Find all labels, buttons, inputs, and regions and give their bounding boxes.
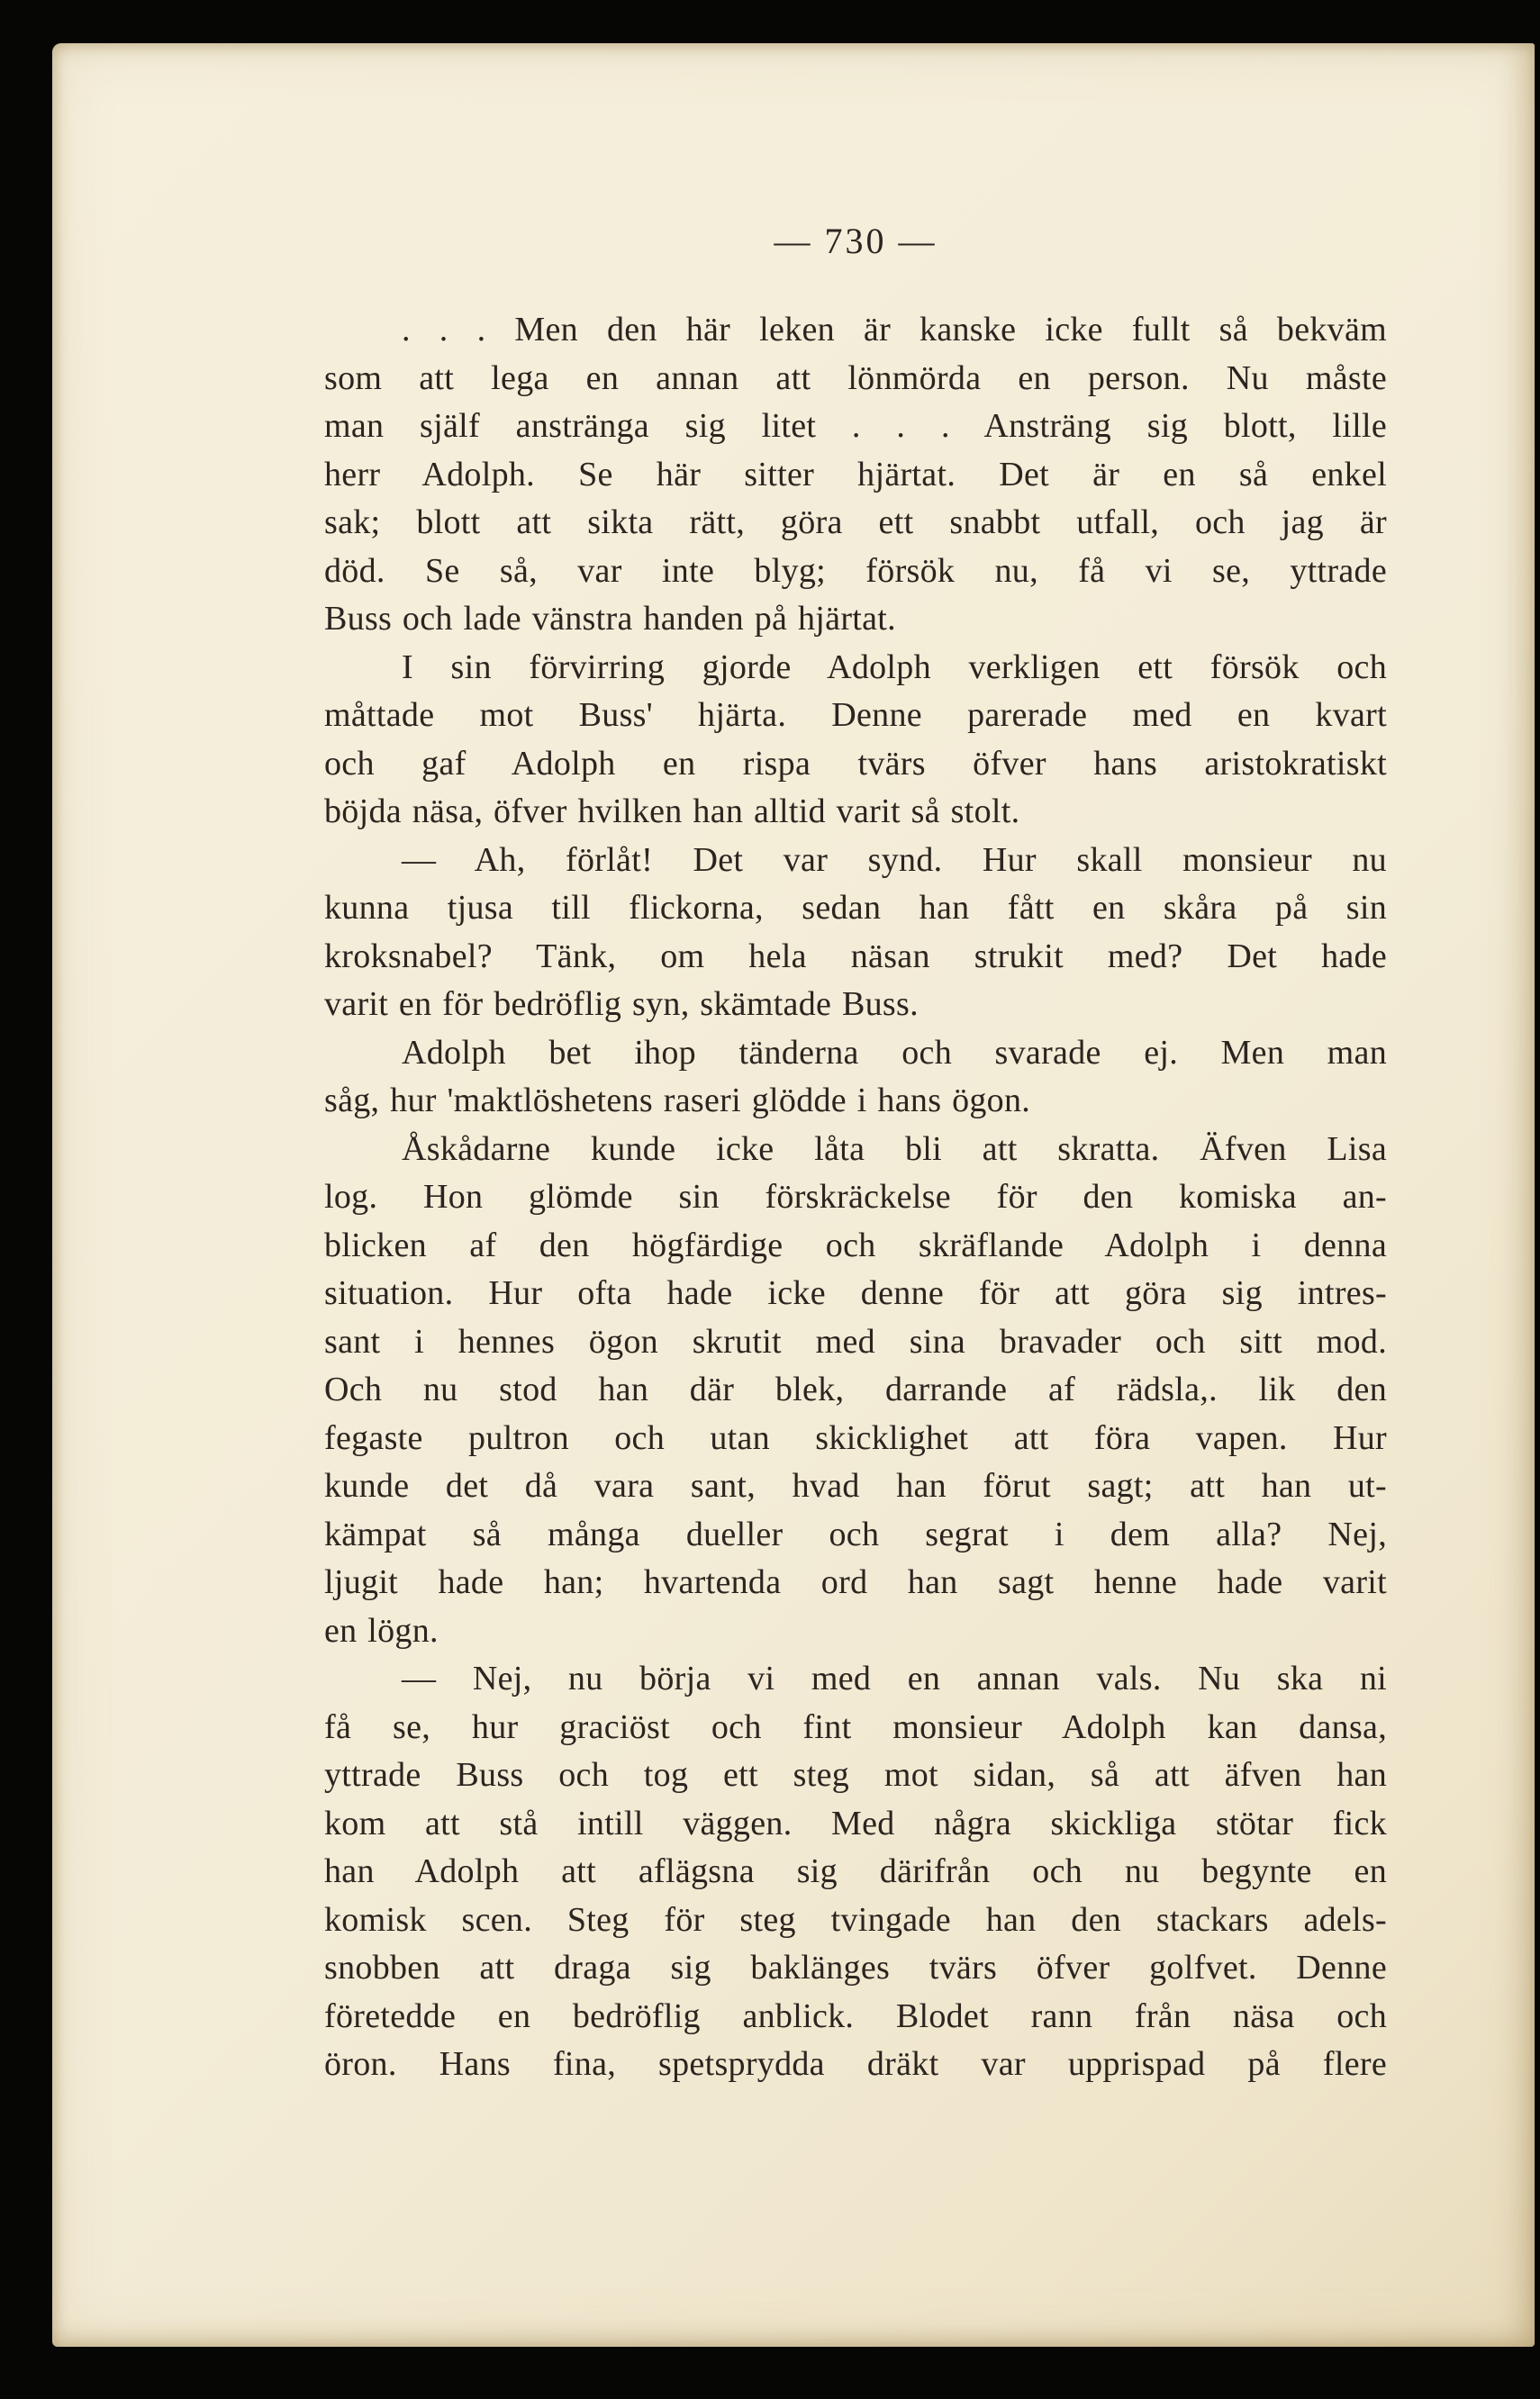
text-line: herr Adolph. Se här sitter hjärtat. Det är en så enkel (324, 455, 1387, 493)
paragraph (324, 1655, 1387, 2089)
text-line: man själf anstränga sig litet . . . Ansträng sig blott, lille (324, 407, 1387, 445)
paragraph (324, 1029, 1387, 1126)
text-line: kämpat så många dueller och segrat i dem alla? Nej, (324, 1515, 1387, 1553)
text-line: måttade mot Buss' hjärta. Denne parerade med en kvart (324, 696, 1387, 734)
text-line: Och nu stod han där blek, darrande af rädsla,. lik den (324, 1371, 1387, 1408)
text-line: kroksnabel? Tänk, om hela näsan strukit med? Det hade (324, 937, 1387, 975)
text-line: böjda näsa, öfver hvilken han alltid varit så stolt. (324, 792, 1020, 830)
text-line: död. Se så, var inte blyg; försök nu, få vi se, yttrade (324, 551, 1387, 590)
text-line: Adolph bet ihop tänderna och svarade ej. Men man (402, 1033, 1387, 1072)
text-line: han Adolph att aflägsna sig därifrån och nu begynte en (324, 1852, 1387, 1890)
text-line: Åskådarne kunde icke låta bli att skratta. Äfven Lisa (402, 1129, 1387, 1168)
text-line: öron. Hans fina, spetsprydda dräkt var upprispad på flere (324, 2045, 1387, 2083)
text-line: och gaf Adolph en rispa tvärs öfver hans aristokratiskt (324, 744, 1387, 783)
paragraph (324, 1126, 1387, 1656)
page-text (324, 306, 1387, 2089)
text-line: yttrade Buss och tog ett steg mot sidan, så att äfven han (324, 1756, 1387, 1794)
text-line: få se, hur graciöst och fint monsieur Adolph kan dansa, (324, 1707, 1387, 1746)
text-line: Buss och lade vänstra handen på hjärtat. (324, 600, 896, 638)
text-line: såg, hur 'maktlöshetens raseri glödde i hans ögon. (324, 1082, 1031, 1119)
text-line: . . . Men den här leken är kanske icke fullt så bekväm (402, 311, 1387, 349)
text-line: sak; blott att sikta rätt, göra ett snabbt utfall, och jag är (324, 503, 1387, 541)
text-line: situation. Hur ofta hade icke denne för att göra sig intres- (324, 1274, 1387, 1312)
text-line: blicken af den högfärdige och skräflande Adolph i denna (324, 1226, 1387, 1264)
text-line: ljugit hade han; hvartenda ord han sagt henne hade varit (324, 1563, 1387, 1601)
text-line: varit en för bedröflig syn, skämtade Buss. (324, 985, 919, 1023)
text-line: kunna tjusa till flickorna, sedan han fått en skåra på sin (324, 889, 1387, 927)
text-line: log. Hon glömde sin förskräckelse för den komiska an- (324, 1178, 1387, 1216)
text-line: kom att stå intill väggen. Med några skickliga stötar fick (324, 1804, 1387, 1842)
paragraph (324, 306, 1387, 644)
text-line: komisk scen. Steg för steg tvingade han den stackars adels- (324, 1900, 1387, 1939)
page-number: — 730 — (774, 221, 938, 261)
text-line: som att lega en annan att lönmörda en person. Nu måste (324, 358, 1387, 397)
text-line: företedde en bedröflig anblick. Blodet rann från näsa och (324, 1996, 1387, 2035)
text-line: snobben att draga sig baklänges tvärs öfver golfvet. Denne (324, 1949, 1387, 1987)
paragraph (324, 837, 1387, 1029)
text-line: fegaste pultron och utan skicklighet att föra vapen. Hur (324, 1418, 1387, 1457)
text-line: sant i hennes ögon skrutit med sina bravader och sitt mod. (324, 1322, 1387, 1361)
text-line: — Nej, nu börja vi med en annan vals. Nu ska ni (402, 1660, 1387, 1697)
book-page (52, 43, 1535, 2347)
paragraph (324, 644, 1387, 837)
text-line: — Ah, förlåt! Det var synd. Hur skall monsieur nu (402, 840, 1387, 879)
text-line: kunde det då vara sant, hvad han förut sagt; att han ut- (324, 1467, 1387, 1505)
text-line: en lögn. (324, 1611, 439, 1650)
text-line: I sin förvirring gjorde Adolph verkligen ett försök och (402, 647, 1387, 686)
